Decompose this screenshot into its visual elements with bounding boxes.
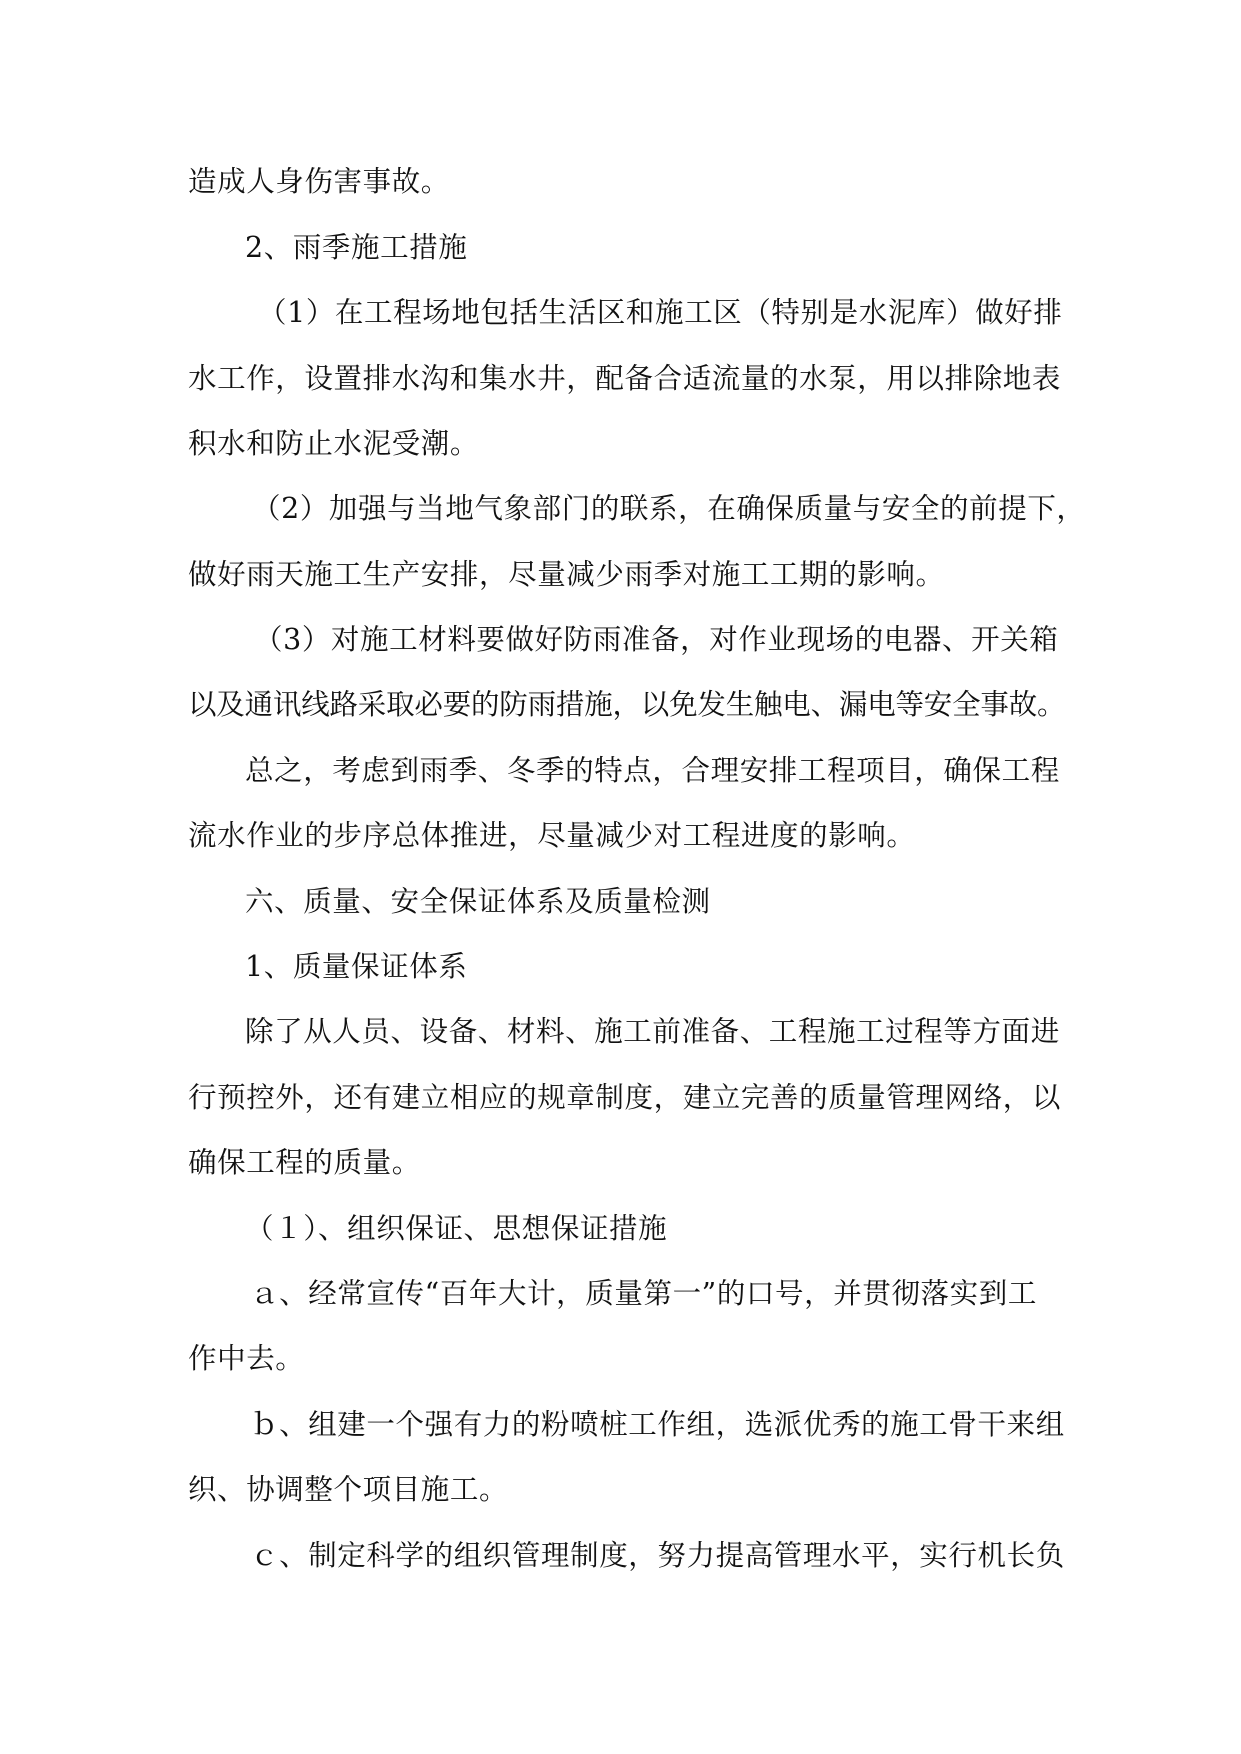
text-line: ｃ、制定科学的组织管理制度，努力提高管理水平，实行机长负 xyxy=(250,1539,1065,1572)
section-heading: 六、质量、安全保证体系及质量检测 xyxy=(245,885,711,918)
text-line: 造成人身伤害事故。 xyxy=(188,165,450,198)
text-line: ａ、经常宣传“百年大计，质量第一”的口号，并贯彻落实到工 xyxy=(250,1277,1037,1310)
text-line: 积水和防止水泥受潮。 xyxy=(188,427,480,460)
text-line: 流水作业的步序总体推进，尽量减少对工程进度的影响。 xyxy=(188,819,916,852)
section-heading: 1、质量保证体系 xyxy=(245,950,468,983)
section-heading: 2、雨季施工措施 xyxy=(245,231,468,264)
text-line: （3）对施工材料要做好防雨准备，对作业现场的电器、开关箱 xyxy=(254,623,1059,656)
text-line: 确保工程的质量。 xyxy=(188,1146,421,1179)
text-line: 作中去。 xyxy=(188,1342,305,1375)
text-line: 总之，考虑到雨季、冬季的特点，合理安排工程项目，确保工程 xyxy=(245,754,1060,787)
text-line: （1）在工程场地包括生活区和施工区（特别是水泥库）做好排 xyxy=(258,296,1063,329)
section-heading: （１）、组织保证、思想保证措施 xyxy=(245,1212,668,1245)
text-line: 行预控外，还有建立相应的规章制度，建立完善的质量管理网络，以 xyxy=(188,1081,1062,1114)
text-line: 做好雨天施工生产安排，尽量减少雨季对施工工期的影响。 xyxy=(188,558,945,591)
text-line: （2）加强与当地气象部门的联系，在确保质量与安全的前提下， xyxy=(252,492,1086,525)
text-line: 水工作，设置排水沟和集水井，配备合适流量的水泵，用以排除地表 xyxy=(188,362,1062,395)
text-line: 织、协调整个项目施工。 xyxy=(188,1473,509,1506)
text-line: 以及通讯线路采取必要的防雨措施，以免发生触电、漏电等安全事故。 xyxy=(188,688,1066,721)
text-line: 除了从人员、设备、材料、施工前准备、工程施工过程等方面进 xyxy=(245,1015,1060,1048)
text-line: ｂ、组建一个强有力的粉喷桩工作组，选派优秀的施工骨干来组 xyxy=(250,1408,1065,1441)
